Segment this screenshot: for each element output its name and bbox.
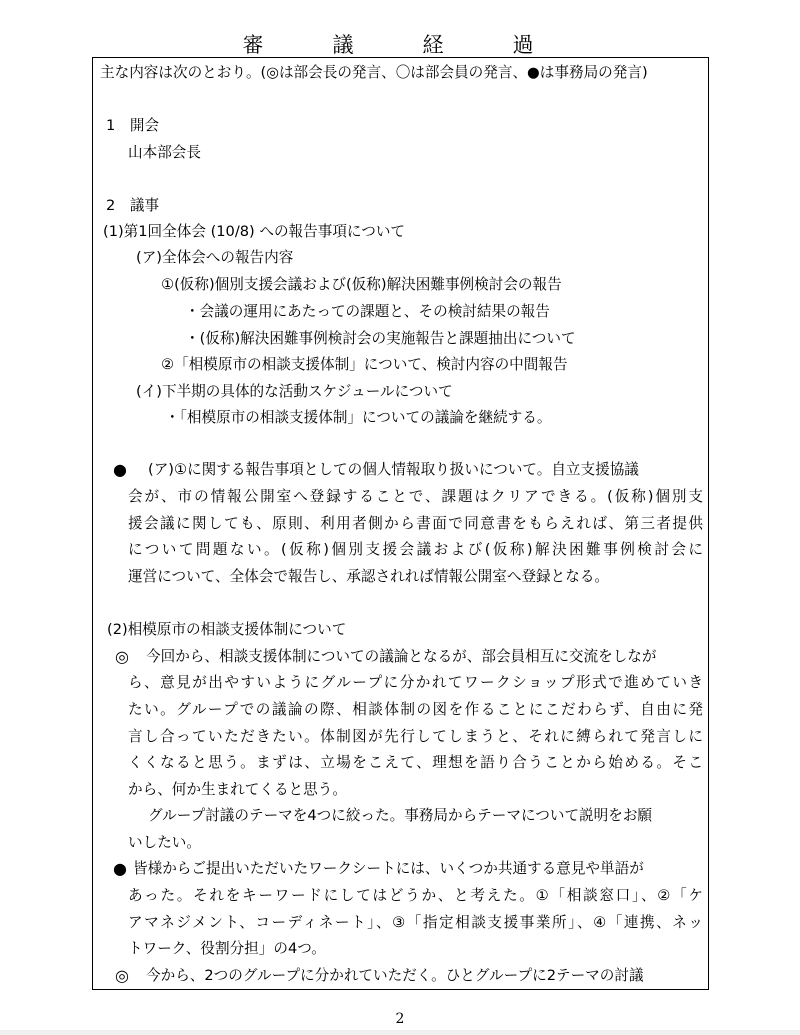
secretariat-mark: ● <box>113 460 127 479</box>
note-1-line: 運営について、全体会で報告し、承認されれば情報公開室へ登録となる。 <box>128 568 610 585</box>
section-1-heading: 1 開会 <box>106 117 160 134</box>
section-1-text: 山本部会長 <box>128 144 201 161</box>
chair-mark: ◎ <box>115 647 129 666</box>
secretariat-mark: ● <box>113 859 127 878</box>
note-2-line: から、何か生まれてくると思う。 <box>128 781 347 798</box>
item-1-a-1-i: ・会議の運用にあたっての課題と、その検討結果の報告 <box>185 303 550 320</box>
note-1-line: 会が、市の情報公開室へ登録することで、課題はクリアできる。(仮称)個別支 <box>128 488 703 505</box>
item-1-b: (イ)下半期の具体的な活動スケジュールについて <box>136 383 453 400</box>
note-3-line: あった。それをキーワードにしてはどうか、と考えた。①「相談窓口」、②「ケ <box>128 887 703 904</box>
note-2-line: くくなると思う。まずは、立場をこえて、理想を語り合うことから始める。そこ <box>128 754 703 771</box>
note-1-line: について問題ない。(仮称)個別支援会議および(仮称)解決困難事例検討会に <box>128 541 703 558</box>
viewer-bottom-edge <box>0 1030 800 1035</box>
intro-text: 主な内容は次のとおり。(◎は部会長の発言、〇は部会員の発言、●は事務局の発言) <box>100 64 648 81</box>
item-1-a-1-ii: ・(仮称)解決困難事例検討会の実施報告と課題抽出について <box>185 330 576 347</box>
section-2-heading: 2 議事 <box>106 197 160 214</box>
note-1-line: 援会議に関しても、原則、利用者側から書面で同意書をもらえれば、第三者提供 <box>128 515 703 532</box>
item-1-heading: (1)第1回全体会 (10/8) への報告事項について <box>103 223 406 240</box>
note-2-line: いしたい。 <box>128 834 201 851</box>
note-2-line: 言し合っていただきたい。体制図が先行してしまうと、それに縛られて発言しに <box>128 728 703 745</box>
note-3-line: アマネジメント、コーディネート」、③「指定相談支援事業所」、④「連携、ネッ <box>128 914 703 931</box>
note-4-line: 今から、2つのグループに分かれていただく。ひとグループに2テーマの討議 <box>146 967 644 984</box>
note-2-line: 今回から、相談支援体制についての議論となるが、部会員相互に交流をしなが <box>146 648 657 665</box>
minutes-frame <box>92 57 709 990</box>
item-1-a: (ア)全体会への報告内容 <box>136 249 294 266</box>
item-1-a-1: ①(仮称)個別支援会議および(仮称)解決困難事例検討会の報告 <box>161 276 562 293</box>
item-1-a-2: ②「相模原市の相談支援体制」について、検討内容の中間報告 <box>161 356 568 373</box>
note-1-line: (ア)①に関する報告事項としての個人情報取り扱いについて。自立支援協議 <box>148 461 639 478</box>
note-3-line: 皆様からご提出いただいたワークシートには、いくつか共通する意見や単語が <box>133 860 644 877</box>
item-2-heading: (2)相模原市の相談支援体制について <box>107 621 347 638</box>
note-2-line: グループ討議のテーマを4つに絞った。事務局からテーマについて説明をお願 <box>148 807 653 824</box>
document-title: 審 議 経 過 <box>242 33 558 57</box>
item-1-b-1: ・「相模原市の相談支援体制」についての議論を継続する。 <box>165 409 552 426</box>
note-3-line: トワーク、役割分担」の4つ。 <box>128 940 326 957</box>
note-2-line: ら、意見が出やすいようにグループに分かれてワークショップ形式で進めていき <box>128 674 703 691</box>
chair-mark: ◎ <box>115 966 129 985</box>
page-number: 2 <box>395 1011 405 1027</box>
note-2-line: たい。グループでの議論の際、相談体制の図を作ることにこだわらず、自由に発 <box>128 701 703 718</box>
